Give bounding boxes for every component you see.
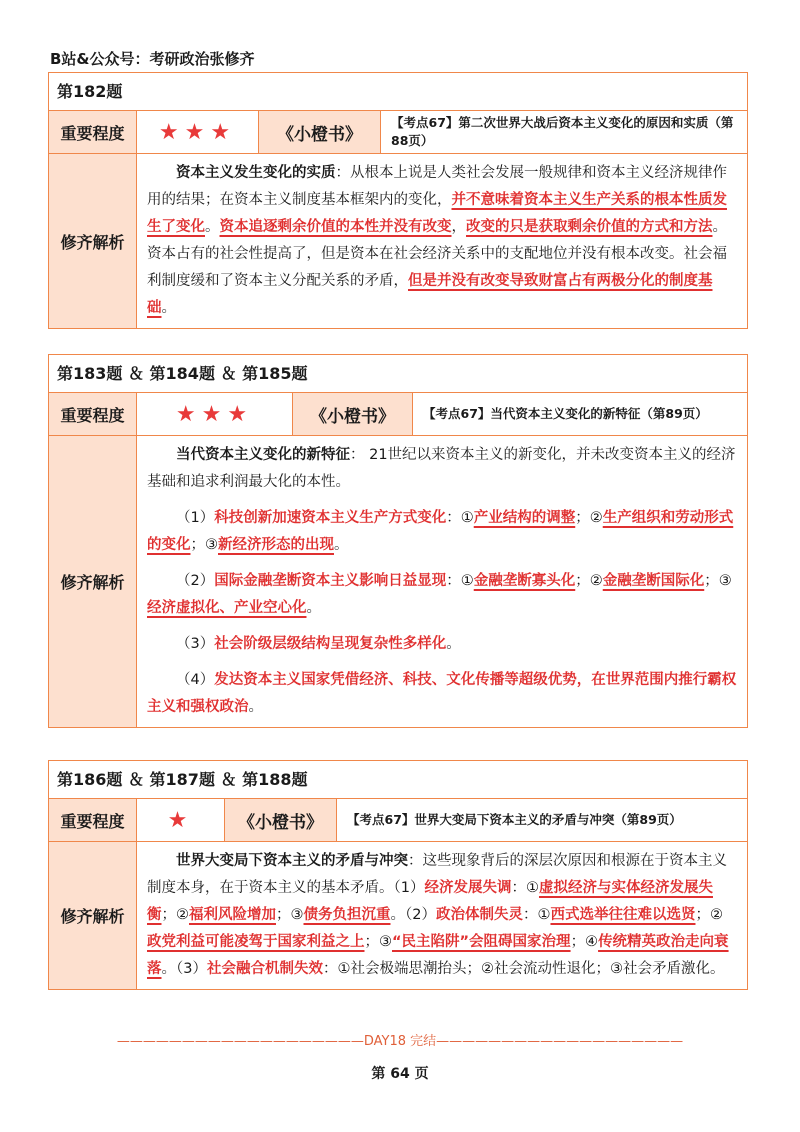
body-text: 。 <box>248 699 263 715</box>
body-text: 。资本占有的社会性提高了，但是资本在社会经济关系中的支配地位并没有根本改变。社会福利制度缓和了资本主义分配关系的矛盾， <box>147 219 727 289</box>
kaodian-reference: 【考点67】第二次世界大战后资本主义变化的原因和实质（第88页） <box>391 115 734 148</box>
importance-stars: ★ <box>137 799 225 841</box>
question-title: 第183题 ＆ 第184题 ＆ 第185题 <box>49 355 747 393</box>
importance-stars: ★★★ <box>137 111 259 153</box>
highlighted-point: “民主陷阱”会阻碍国家治理 <box>392 934 571 950</box>
highlighted-point: 但是并没有改变导致财富占有两极分化的制度基础 <box>147 273 713 316</box>
body-text: 。 <box>334 537 349 553</box>
importance-stars: ★★★ <box>137 393 293 435</box>
body-text: 。 <box>446 636 461 652</box>
highlighted-point: 经济虚拟化、产业空心化 <box>147 600 307 616</box>
highlighted-point: 债务负担沉重 <box>303 907 391 923</box>
book-label: 《小橙书》 <box>259 111 381 153</box>
question-title: 第186题 ＆ 第187题 ＆ 第188题 <box>49 761 747 799</box>
body-text: （2） <box>176 573 215 589</box>
importance-label: 重要程度 <box>49 799 137 841</box>
kaodian-reference: 【考点67】世界大变局下资本主义的矛盾与冲突（第89页） <box>347 812 682 827</box>
body-text: （1） <box>176 510 215 526</box>
body-text: ；② <box>161 907 189 923</box>
highlighted-point: 经济发展失调 <box>424 880 512 896</box>
importance-label: 重要程度 <box>49 111 137 153</box>
highlighted-point: 福利风险增加 <box>189 907 276 923</box>
body-text: 。（2） <box>390 907 436 923</box>
question-block-186-188 <box>48 760 748 990</box>
highlighted-point: 社会阶级层级结构呈现复杂性多样化 <box>214 636 447 652</box>
body-text: ；② <box>575 510 603 526</box>
key-term: 世界大变局下资本主义的矛盾与冲突 <box>176 853 408 869</box>
highlighted-point: 新经济形态的出现 <box>218 537 334 553</box>
body-text: ；③ <box>190 537 218 553</box>
book-label: 《小橙书》 <box>293 393 413 435</box>
analysis-content <box>137 842 747 989</box>
body-text: ；③ <box>364 934 392 950</box>
day-end-divider: ———————————————————DAY18 完结——————————————————— <box>116 1034 684 1049</box>
body-text: ；② <box>695 907 723 923</box>
page-number: 第 64 页 <box>371 1066 429 1082</box>
body-text: ；③ <box>276 907 304 923</box>
body-text: ；③ <box>704 573 732 589</box>
key-term: 资本主义发生变化的实质 <box>176 165 336 181</box>
body-text: ： 21世纪以来资本主义的新变化，并未改变资本主义的经济基础和追求利润最大化的本性。 <box>147 447 736 490</box>
body-text: ；④ <box>570 934 599 950</box>
question-block-182 <box>48 72 748 329</box>
body-text: ：① <box>446 510 474 526</box>
importance-label: 重要程度 <box>49 393 137 435</box>
body-text: ， <box>451 219 466 235</box>
body-text: ：从根本上说是人类社会发展一般规律和资本主义经济规律作用的结果；在资本主义制度基本框架内的变化， <box>147 165 727 208</box>
channel-header: B站&公众号：考研政治张修齐 <box>50 50 255 68</box>
analysis-paragraph <box>147 160 737 322</box>
analysis-paragraph <box>147 667 737 721</box>
key-term: 当代资本主义变化的新特征 <box>176 447 350 463</box>
body-text: 。 <box>205 219 220 235</box>
body-text: ：① <box>511 880 539 896</box>
highlighted-point: 政党利益可能凌驾于国家利益之上 <box>147 934 365 950</box>
book-label: 《小橙书》 <box>225 799 337 841</box>
body-text: （3） <box>176 636 215 652</box>
highlighted-point: 产业结构的调整 <box>473 510 576 526</box>
highlighted-point: 科技创新加速资本主义生产方式变化 <box>214 510 447 526</box>
analysis-label: 修齐解析 <box>49 436 137 727</box>
highlighted-point: 金融垄断国际化 <box>602 573 705 589</box>
highlighted-point: 发达资本主义国家凭借经济、科技、文化传播等超级优势，在世界范围内推行霸权主义和强权政治 <box>147 672 737 715</box>
analysis-paragraph <box>147 505 737 559</box>
body-text: ；② <box>575 573 603 589</box>
body-text: 。（3） <box>161 961 207 977</box>
body-text: ：① <box>446 573 474 589</box>
highlighted-point: 虚拟经济与实体经济发展失衡 <box>147 880 713 923</box>
body-text: 。 <box>306 600 321 616</box>
highlighted-point: 社会融合机制失效 <box>206 961 323 977</box>
highlighted-point: 并不意味着资本主义生产关系的根本性质发生了变化 <box>147 192 727 235</box>
analysis-paragraph <box>147 848 737 983</box>
body-text: ：这些现象背后的深层次原因和根源在于资本主义制度本身，在于资本主义的基本矛盾。（1） <box>147 853 727 896</box>
highlighted-point: 改变的只是获取剩余价值的方式和方法 <box>466 219 713 235</box>
body-text: ：① <box>522 907 551 923</box>
analysis-paragraph <box>147 568 737 622</box>
analysis-content <box>137 436 747 727</box>
analysis-content <box>137 154 747 328</box>
analysis-label: 修齐解析 <box>49 842 137 989</box>
highlighted-point: 西式选举往往难以选贤 <box>550 907 696 923</box>
highlighted-point: 传统精英政治走向衰落 <box>147 934 729 977</box>
analysis-paragraph <box>147 442 737 496</box>
body-text: （4） <box>176 672 215 688</box>
highlighted-point: 金融垄断寡头化 <box>473 573 576 589</box>
question-block-183-185 <box>48 354 748 728</box>
body-text: 。 <box>161 300 176 316</box>
analysis-label: 修齐解析 <box>49 154 137 328</box>
kaodian-reference: 【考点67】当代资本主义变化的新特征（第89页） <box>423 406 708 421</box>
highlighted-point: 国际金融垄断资本主义影响日益显现 <box>214 573 447 589</box>
highlighted-point: 政治体制失灵 <box>435 907 523 923</box>
highlighted-point: 生产组织和劳动形式的变化 <box>147 510 734 553</box>
body-text: ：①社会极端思潮抬头；②社会流动性退化；③社会矛盾激化。 <box>322 961 725 977</box>
question-title: 第182题 <box>49 73 747 111</box>
analysis-paragraph <box>147 631 737 658</box>
highlighted-point: 资本追逐剩余价值的本性并没有改变 <box>219 219 452 235</box>
